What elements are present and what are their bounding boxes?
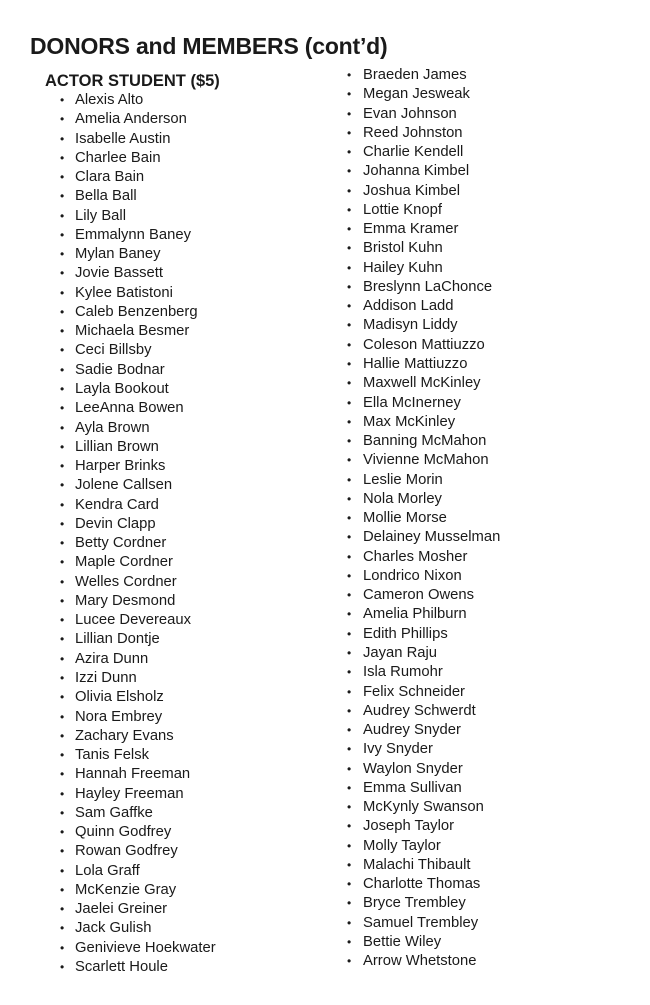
person-name: Malachi Thibault: [363, 856, 471, 873]
bullet-icon: •: [60, 420, 65, 435]
person-name: Lola Graff: [75, 862, 140, 879]
section-heading-actor-student: ACTOR STUDENT ($5): [45, 72, 220, 90]
person-name: Jovie Bassett: [75, 265, 164, 282]
bullet-icon: •: [60, 324, 65, 339]
person-name: Genivieve Hoekwater: [75, 939, 216, 956]
bullet-icon: •: [60, 767, 65, 782]
person-name: Tanis Felsk: [75, 747, 150, 764]
bullet-icon: •: [347, 125, 352, 140]
bullet-icon: •: [347, 145, 352, 160]
bullet-icon: •: [60, 93, 65, 107]
bullet-icon: •: [347, 279, 352, 294]
person-name: Leslie Morin: [363, 471, 443, 488]
person-name: Welles Cordner: [75, 573, 177, 590]
bullet-icon: •: [347, 934, 352, 949]
person-name: Mollie Morse: [363, 510, 447, 527]
bullet-icon: •: [347, 68, 352, 82]
person-name: Mary Desmond: [75, 592, 176, 609]
bullet-icon: •: [60, 825, 65, 840]
bullet-icon: •: [60, 285, 65, 300]
person-name: Betty Cordner: [75, 535, 167, 552]
bullet-icon: •: [60, 304, 65, 319]
person-name: Charlee Bain: [75, 149, 161, 166]
bullet-icon: •: [60, 381, 65, 396]
bullet-icon: •: [347, 299, 352, 314]
person-name: Kylee Batistoni: [75, 284, 173, 301]
bullet-icon: •: [60, 478, 65, 493]
bullet-icon: •: [60, 189, 65, 204]
bullet-icon: •: [60, 632, 65, 647]
bullet-icon: •: [347, 183, 352, 198]
bullet-icon: •: [60, 863, 65, 878]
person-name: Jaelei Greiner: [75, 901, 168, 918]
person-name: Addison Ladd: [363, 298, 454, 315]
person-name: McKynly Swanson: [363, 799, 484, 816]
person-name: Charlotte Thomas: [363, 876, 481, 893]
person-name: Azira Dunn: [75, 650, 149, 667]
person-name: Delainey Musselman: [363, 529, 501, 546]
bullet-icon: •: [347, 434, 352, 449]
person-name: Jayan Raju: [363, 644, 438, 661]
person-name: Sam Gaffke: [75, 804, 153, 821]
person-name: Madisyn Liddy: [363, 317, 458, 334]
person-name: Samuel Trembley: [363, 914, 479, 931]
person-name: Kendra Card: [75, 496, 159, 513]
bullet-icon: •: [60, 150, 65, 165]
person-name: Bryce Trembley: [363, 895, 466, 912]
bullet-icon: •: [60, 902, 65, 917]
bullet-icon: •: [347, 568, 352, 583]
bullet-icon: •: [60, 651, 65, 666]
bullet-icon: •: [347, 530, 352, 545]
bullet-icon: •: [347, 607, 352, 622]
bullet-icon: •: [347, 626, 352, 641]
bullet-icon: •: [347, 896, 352, 911]
bullet-icon: •: [347, 819, 352, 834]
bullet-icon: •: [347, 491, 352, 506]
bullet-icon: •: [60, 555, 65, 570]
person-name: Lillian Dontje: [75, 631, 160, 648]
person-name: Olivia Elsholz: [75, 689, 164, 706]
person-name: Evan Johnson: [363, 105, 457, 122]
bullet-icon: •: [60, 670, 65, 685]
person-name: Scarlett Houle: [75, 958, 168, 975]
person-name: Clara Bain: [75, 169, 145, 186]
bullet-icon: •: [60, 131, 65, 146]
person-name: Banning McMahon: [363, 433, 487, 450]
bullet-icon: •: [60, 940, 65, 955]
bullet-icon: •: [60, 459, 65, 474]
bullet-icon: •: [347, 684, 352, 699]
person-name: Ella McInerney: [363, 394, 461, 411]
bullet-icon: •: [60, 921, 65, 936]
bullet-icon: •: [347, 723, 352, 738]
person-name: Hailey Kuhn: [363, 259, 443, 276]
person-name: Nora Embrey: [75, 708, 163, 725]
person-name: Maple Cordner: [75, 554, 173, 571]
person-name: Hallie Mattiuzzo: [363, 355, 468, 372]
person-name: Charlie Kendell: [363, 144, 464, 161]
person-name: Megan Jesweak: [363, 86, 470, 103]
bullet-icon: •: [60, 208, 65, 223]
bullet-icon: •: [60, 882, 65, 897]
person-name: Devin Clapp: [75, 515, 156, 532]
person-name: Izzi Dunn: [75, 669, 137, 686]
bullet-icon: •: [347, 106, 352, 121]
bullet-icon: •: [347, 241, 352, 256]
person-name: Alexis Alto: [75, 92, 144, 108]
bullet-icon: •: [60, 227, 65, 242]
bullet-icon: •: [347, 954, 352, 969]
person-name: Emmalynn Baney: [75, 226, 191, 243]
person-name: Hayley Freeman: [75, 785, 184, 802]
person-name: Maxwell McKinley: [363, 375, 481, 392]
person-name: Cameron Owens: [363, 587, 475, 604]
bullet-icon: •: [347, 414, 352, 429]
person-name: Quinn Godfrey: [75, 824, 172, 841]
person-name: Joseph Taylor: [363, 818, 455, 835]
person-name: Bella Ball: [75, 188, 137, 205]
bullet-icon: •: [347, 337, 352, 352]
bullet-icon: •: [347, 915, 352, 930]
bullet-icon: •: [60, 439, 65, 454]
bullet-icon: •: [60, 266, 65, 281]
person-name: Ivy Snyder: [363, 741, 433, 758]
bullet-icon: •: [347, 761, 352, 776]
bullet-icon: •: [347, 87, 352, 102]
person-name: Vivienne McMahon: [363, 452, 489, 469]
bullet-icon: •: [60, 574, 65, 589]
person-name: Michaela Besmer: [75, 323, 190, 340]
bullet-icon: •: [347, 877, 352, 892]
bullet-icon: •: [347, 665, 352, 680]
bullet-icon: •: [347, 780, 352, 795]
person-name: Isabelle Austin: [75, 130, 171, 147]
bullet-icon: •: [347, 453, 352, 468]
bullet-icon: •: [60, 613, 65, 628]
bullet-icon: •: [347, 588, 352, 603]
person-name: Emma Kramer: [363, 221, 459, 238]
person-name: Johanna Kimbel: [363, 163, 470, 180]
page-title: DONORS and MEMBERS (cont’d): [30, 33, 388, 59]
person-name: Audrey Snyder: [363, 722, 461, 739]
person-name: Ayla Brown: [75, 419, 150, 436]
bullet-icon: •: [60, 959, 65, 974]
person-name: Bristol Kuhn: [363, 240, 443, 257]
bullet-icon: •: [60, 401, 65, 416]
person-name: Emma Sullivan: [363, 779, 462, 796]
person-name: Lily Ball: [75, 207, 126, 224]
bullet-icon: •: [60, 343, 65, 358]
bullet-icon: •: [347, 376, 352, 391]
bullet-icon: •: [60, 112, 65, 127]
person-name: Amelia Anderson: [75, 111, 187, 128]
bullet-icon: •: [347, 472, 352, 487]
bullet-icon: •: [60, 786, 65, 801]
bullet-icon: •: [347, 742, 352, 757]
person-name: Amelia Philburn: [363, 606, 467, 623]
person-name: Joshua Kimbel: [363, 182, 461, 199]
person-name: Isla Rumohr: [363, 664, 443, 681]
person-name: LeeAnna Bowen: [75, 400, 184, 417]
bullet-icon: •: [347, 356, 352, 371]
bullet-icon: •: [347, 838, 352, 853]
person-name: Molly Taylor: [363, 837, 441, 854]
person-name: Lillian Brown: [75, 438, 159, 455]
bullet-icon: •: [60, 497, 65, 512]
person-name: Zachary Evans: [75, 727, 174, 744]
person-name: Felix Schneider: [363, 683, 465, 700]
person-name: Layla Bookout: [75, 380, 169, 397]
bullet-icon: •: [60, 709, 65, 724]
bullet-icon: •: [347, 800, 352, 815]
person-name: Harper Brinks: [75, 458, 166, 475]
bullet-icon: •: [60, 516, 65, 531]
bullet-icon: •: [60, 844, 65, 859]
bullet-icon: •: [347, 395, 352, 410]
bullet-icon: •: [347, 645, 352, 660]
bullet-icon: •: [60, 247, 65, 262]
bullet-icon: •: [347, 222, 352, 237]
bullet-icon: •: [60, 536, 65, 551]
person-name: Hannah Freeman: [75, 766, 191, 783]
bullet-icon: •: [60, 170, 65, 185]
person-name: Reed Johnston: [363, 124, 463, 141]
person-name: Ceci Billsby: [75, 342, 152, 359]
bullet-icon: •: [60, 805, 65, 820]
bullet-icon: •: [60, 690, 65, 705]
bullet-icon: •: [60, 593, 65, 608]
bullet-icon: •: [347, 549, 352, 564]
person-name: Bettie Wiley: [363, 933, 442, 950]
bullet-icon: •: [60, 728, 65, 743]
person-name: Coleson Mattiuzzo: [363, 336, 485, 353]
person-name: Jolene Callsen: [75, 477, 173, 494]
bullet-icon: •: [347, 318, 352, 333]
person-name: Arrow Whetstone: [363, 953, 477, 970]
bullet-icon: •: [347, 202, 352, 217]
person-name: McKenzie Gray: [75, 881, 177, 898]
person-name: Braeden James: [363, 67, 467, 83]
person-name: Caleb Benzenberg: [75, 303, 198, 320]
bullet-icon: •: [60, 362, 65, 377]
person-name: Lottie Knopf: [363, 201, 442, 218]
person-name: Audrey Schwerdt: [363, 702, 476, 719]
bullet-icon: •: [347, 511, 352, 526]
person-name: Jack Gulish: [75, 920, 152, 937]
person-name: Nola Morley: [363, 490, 442, 507]
person-name: Londrico Nixon: [363, 567, 462, 584]
person-name: Edith Phillips: [363, 625, 448, 642]
person-name: Lucee Devereaux: [75, 612, 191, 629]
person-name: Charles Mosher: [363, 548, 468, 565]
bullet-icon: •: [60, 748, 65, 763]
person-name: Waylon Snyder: [363, 760, 463, 777]
bullet-icon: •: [347, 703, 352, 718]
person-name: Sadie Bodnar: [75, 361, 165, 378]
person-name: Mylan Baney: [75, 246, 161, 263]
person-name: Breslynn LaChonce: [363, 278, 493, 295]
bullet-icon: •: [347, 164, 352, 179]
bullet-icon: •: [347, 260, 352, 275]
person-name: Max McKinley: [363, 413, 456, 430]
bullet-icon: •: [347, 857, 352, 872]
person-name: Rowan Godfrey: [75, 843, 178, 860]
